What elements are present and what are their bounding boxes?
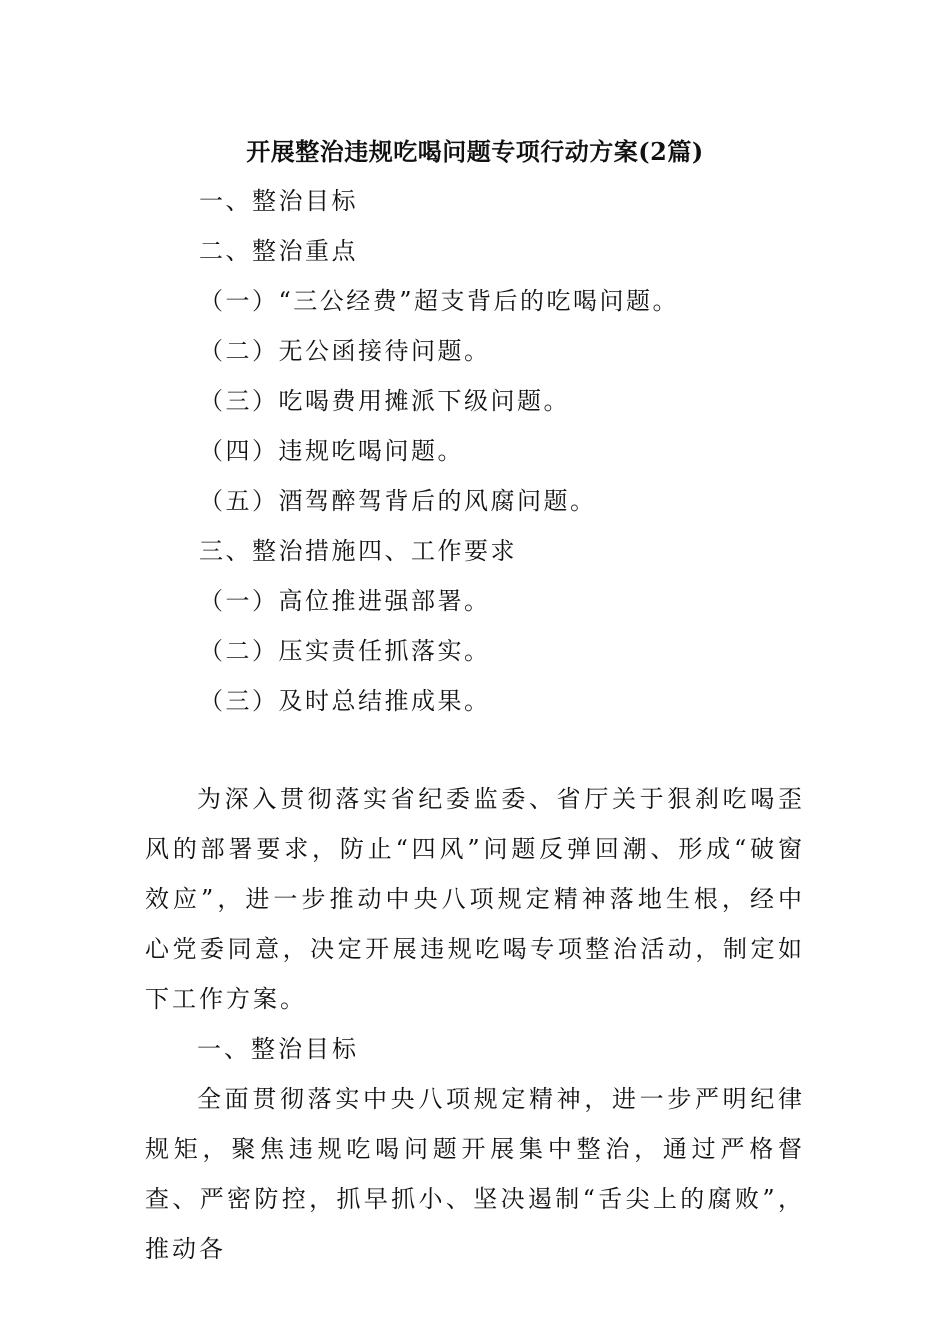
document-title: 开展整治违规吃喝问题专项行动方案(2篇) — [246, 137, 704, 166]
body-paragraph: 为深入贯彻落实省纪委监委、省厅关于狠刹吃喝歪风的部署要求，防止“四风”问题反弹回潮、形成“破窗效应”，进一步推动中央八项规定精神落地生根，经中心党委同意，决定开展违规吃喝专项整治活动，制定如下工作方案。 — [145, 785, 805, 1013]
body-text — [145, 774, 805, 1274]
outline-item: 三、整治措施四、工作要求 — [199, 537, 517, 565]
outline-item: （一）高位推进强部署。 — [199, 587, 491, 615]
body-paragraph: 全面贯彻落实中央八项规定精神，进一步严明纪律规矩，聚焦违规吃喝问题开展集中整治，通过严格督查、严密防控，抓早抓小、坚决遏制“舌尖上的腐败”，推动各 — [145, 1085, 805, 1263]
outline-item: （三）吃喝费用摊派下级问题。 — [199, 387, 570, 415]
outline-item: （一）“三公经费”超支背后的吃喝问题。 — [199, 287, 680, 315]
outline-item: （四）违规吃喝问题。 — [199, 437, 464, 465]
outline-item: （五）酒驾醉驾背后的风腐问题。 — [199, 487, 597, 515]
outline-item: （二）无公函接待问题。 — [199, 337, 491, 365]
outline-item: 二、整治重点 — [199, 237, 358, 265]
outline-item: （二）压实责任抓落实。 — [199, 637, 491, 665]
outline-item: 一、整治目标 — [199, 187, 358, 215]
section-heading: 一、整治目标 — [197, 1035, 359, 1063]
outline-item: （三）及时总结推成果。 — [199, 687, 491, 715]
